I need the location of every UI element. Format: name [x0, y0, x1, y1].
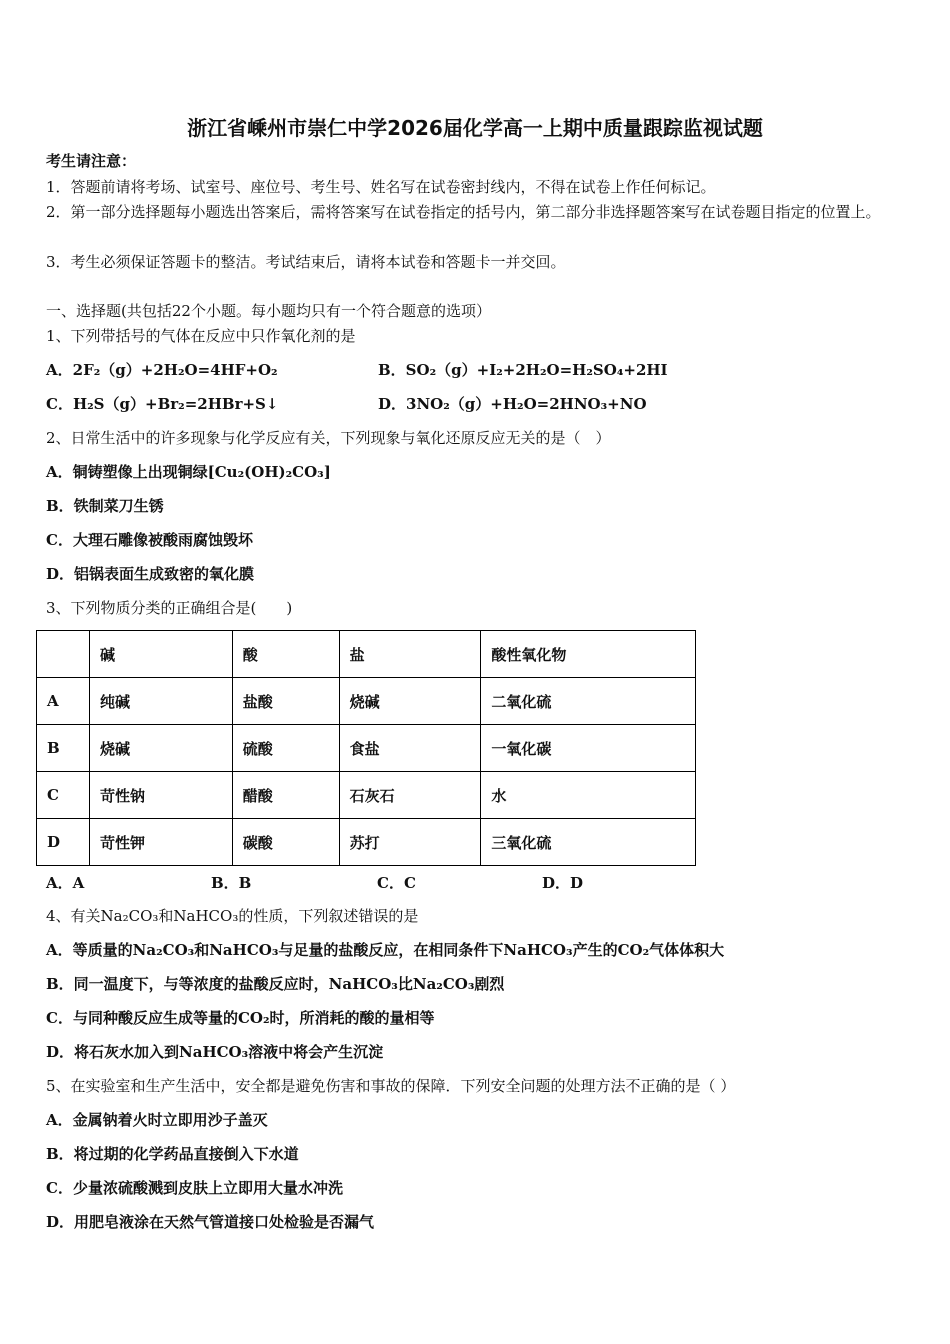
table-row [37, 772, 696, 819]
page-title: 浙江省嵊州市崇仁中学2026届化学高一上期中质量跟踪监视试题 [187, 116, 763, 140]
table-row [37, 678, 696, 725]
q1-option-a: A．2F₂（g）+2H₂O=4HF+O₂ [46, 361, 278, 379]
notice-item-1: 1．答题前请将考场、试室号、座位号、考生号、姓名写在试卷密封线内，不得在试卷上作任何标记。 [46, 178, 716, 196]
q2-option-d: D．铝锅表面生成致密的氧化膜 [46, 565, 255, 583]
q3-option-a: A．A [46, 874, 85, 892]
q4-option-c: C．与同种酸反应生成等量的CO₂时，所消耗的酸的量相等 [46, 1009, 435, 1027]
q3-options [46, 872, 746, 892]
notice-heading: 考生请注意： [46, 152, 137, 170]
table-cell: 苛性钾 [89, 819, 232, 866]
q5-option-a: A．金属钠着火时立即用沙子盖灭 [46, 1111, 268, 1129]
table-cell: 酸性氧化物 [481, 631, 696, 678]
table-cell: 石灰石 [339, 772, 481, 819]
q4-option-a: A．等质量的Na₂CO₃和NaHCO₃与足量的盐酸反应，在相同条件下NaHCO₃产生的CO₂气体体积大 [46, 941, 725, 959]
notice-item-2: 2．第一部分选择题每小题选出答案后，需将答案写在试卷指定的括号内，第二部分非选择题答案写在试卷题目指定的位置上。 [46, 203, 881, 221]
table-cell: 硫酸 [232, 725, 339, 772]
table-cell: A [37, 678, 90, 725]
q3-option-d: D．D [542, 874, 584, 892]
q2-option-b: B．铁制菜刀生锈 [46, 497, 164, 515]
q3-stem: 3、下列物质分类的正确组合是( ) [46, 599, 293, 617]
q3-option-c: C．C [377, 874, 416, 892]
table-cell: 苏打 [339, 819, 481, 866]
q2-option-c: C．大理石雕像被酸雨腐蚀毁坏 [46, 531, 253, 549]
table-cell: 水 [481, 772, 696, 819]
table-cell: 烧碱 [339, 678, 481, 725]
q5-option-b: B．将过期的化学药品直接倒入下水道 [46, 1145, 299, 1163]
table-cell: 纯碱 [89, 678, 232, 725]
table-cell: 三氧化硫 [481, 819, 696, 866]
q4-option-b: B．同一温度下，与等浓度的盐酸反应时，NaHCO₃比Na₂CO₃剧烈 [46, 975, 505, 993]
table-row [37, 725, 696, 772]
q2-stem: 2、日常生活中的许多现象与化学反应有关，下列现象与氧化还原反应无关的是（ ） [46, 429, 611, 447]
q5-option-c: C．少量浓硫酸溅到皮肤上立即用大量水冲洗 [46, 1179, 343, 1197]
notice-item-3: 3．考生必须保证答题卡的整洁。考试结束后，请将本试卷和答题卡一并交回。 [46, 253, 566, 271]
q2-option-a: A．铜铸塑像上出现铜绿[Cu₂(OH)₂CO₃] [46, 463, 331, 481]
section-heading: 一、选择题(共包括22个小题。每小题均只有一个符合题意的选项） [46, 302, 491, 320]
q5-option-d: D．用肥皂液涂在天然气管道接口处检验是否漏气 [46, 1213, 375, 1231]
q3-option-b: B．B [211, 874, 252, 892]
table-cell: 食盐 [339, 725, 481, 772]
table-cell: 苛性钠 [89, 772, 232, 819]
table-cell [37, 631, 90, 678]
table-cell: 盐 [339, 631, 481, 678]
q1-option-d: D．3NO₂（g）+H₂O=2HNO₃+NO [378, 395, 647, 413]
table-cell: C [37, 772, 90, 819]
classification-table [36, 630, 696, 866]
q4-stem: 4、有关Na₂CO₃和NaHCO₃的性质，下列叙述错误的是 [46, 907, 419, 925]
table-cell: 一氧化碳 [481, 725, 696, 772]
table-cell: 碱 [89, 631, 232, 678]
table-cell: D [37, 819, 90, 866]
q1-option-c: C．H₂S（g）+Br₂=2HBr+S↓ [46, 395, 279, 413]
table-cell: 盐酸 [232, 678, 339, 725]
q4-option-d: D．将石灰水加入到NaHCO₃溶液中将会产生沉淀 [46, 1043, 384, 1061]
table-cell: 烧碱 [89, 725, 232, 772]
table-row [37, 819, 696, 866]
table-header-row [37, 631, 696, 678]
table-cell: 醋酸 [232, 772, 339, 819]
table-cell: 碳酸 [232, 819, 339, 866]
table-cell: 酸 [232, 631, 339, 678]
table-cell: B [37, 725, 90, 772]
q1-stem: 1、下列带括号的气体在反应中只作氧化剂的是 [46, 327, 356, 345]
table-cell: 二氧化硫 [481, 678, 696, 725]
q1-option-b: B．SO₂（g）+I₂+2H₂O=H₂SO₄+2HI [378, 361, 668, 379]
q5-stem: 5、在实验室和生产生活中，安全都是避免伤害和事故的保障．下列安全问题的处理方法不正确的是（ ） [46, 1077, 736, 1095]
